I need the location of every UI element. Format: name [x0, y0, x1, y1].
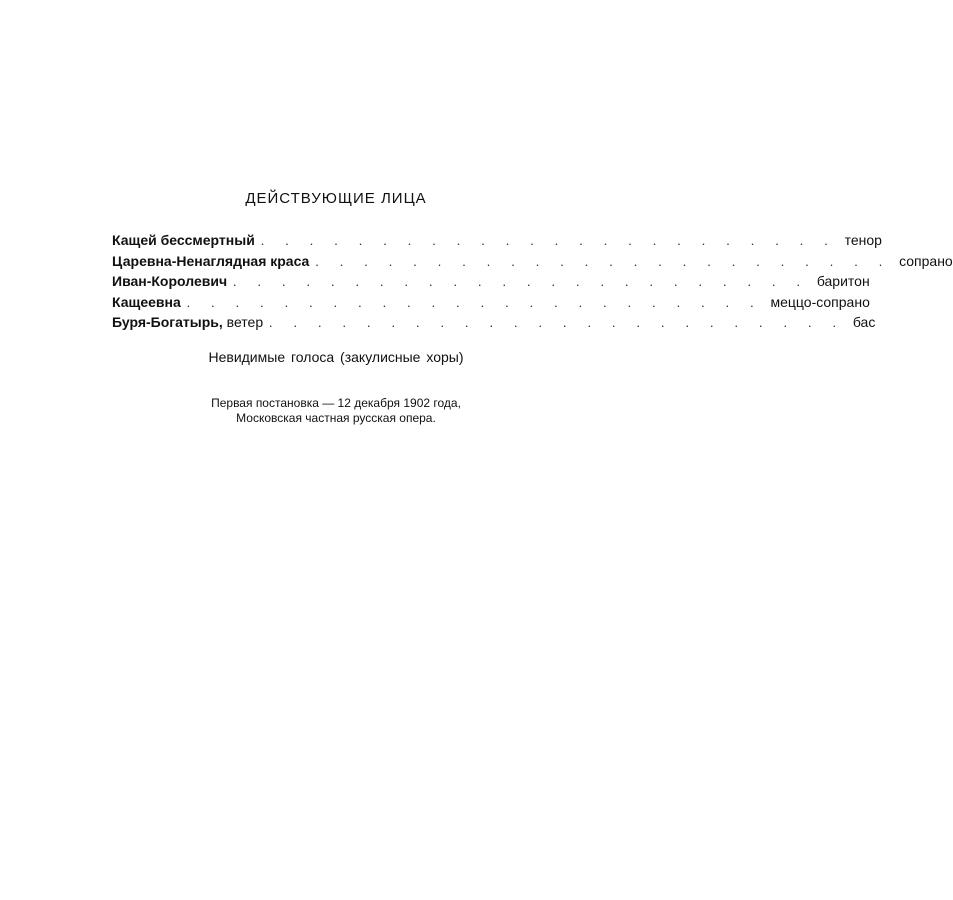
cast-list	[112, 232, 953, 335]
role-name: Кащеевна	[112, 293, 181, 310]
role	[112, 314, 263, 330]
dot-leader: . . . . . . . . . . . . . . . . . . . . . . . .	[315, 253, 892, 269]
role	[112, 273, 227, 289]
dot-leader: . . . . . . . . . . . . . . . . . . . . . . . .	[186, 294, 763, 310]
cast-row	[112, 252, 953, 274]
role-extra: ветер	[222, 314, 264, 330]
role-name: Буря-Богатырь,	[112, 314, 223, 330]
chorus-note: Невидимые голоса (закулисные хоры)	[208, 349, 464, 365]
voice-type: тенор	[844, 232, 882, 248]
voice-type: сопрано	[899, 252, 953, 269]
cast-row	[112, 232, 882, 253]
dot-leader: . . . . . . . . . . . . . . . . . . . . . . . .	[269, 315, 845, 330]
voice-type: меццо-сопрано	[770, 293, 870, 310]
cast-row	[112, 293, 870, 315]
premiere-note	[0, 396, 640, 426]
voice-type: бас	[852, 314, 876, 330]
cast-heading: ДЕЙСТВУЮЩИЕ ЛИЦА	[245, 190, 427, 207]
role	[112, 253, 309, 269]
role	[112, 232, 255, 248]
cast-row	[112, 314, 876, 335]
dot-leader: . . . . . . . . . . . . . . . . . . . . . . . .	[260, 233, 837, 248]
dot-leader: . . . . . . . . . . . . . . . . . . . . . . . .	[233, 274, 809, 289]
role-name: Иван-Королевич	[112, 273, 228, 289]
role	[112, 294, 181, 310]
premiere-line-1: Первая постановка — 12 декабря 1902 года,	[211, 396, 461, 410]
premiere-line-2: Московская частная русская опера.	[236, 411, 436, 425]
cast-row	[112, 273, 870, 294]
role-name: Царевна-Ненаглядная краса	[112, 252, 310, 269]
voice-type: баритон	[816, 273, 870, 289]
role-name: Кащей бессмертный	[112, 232, 255, 248]
